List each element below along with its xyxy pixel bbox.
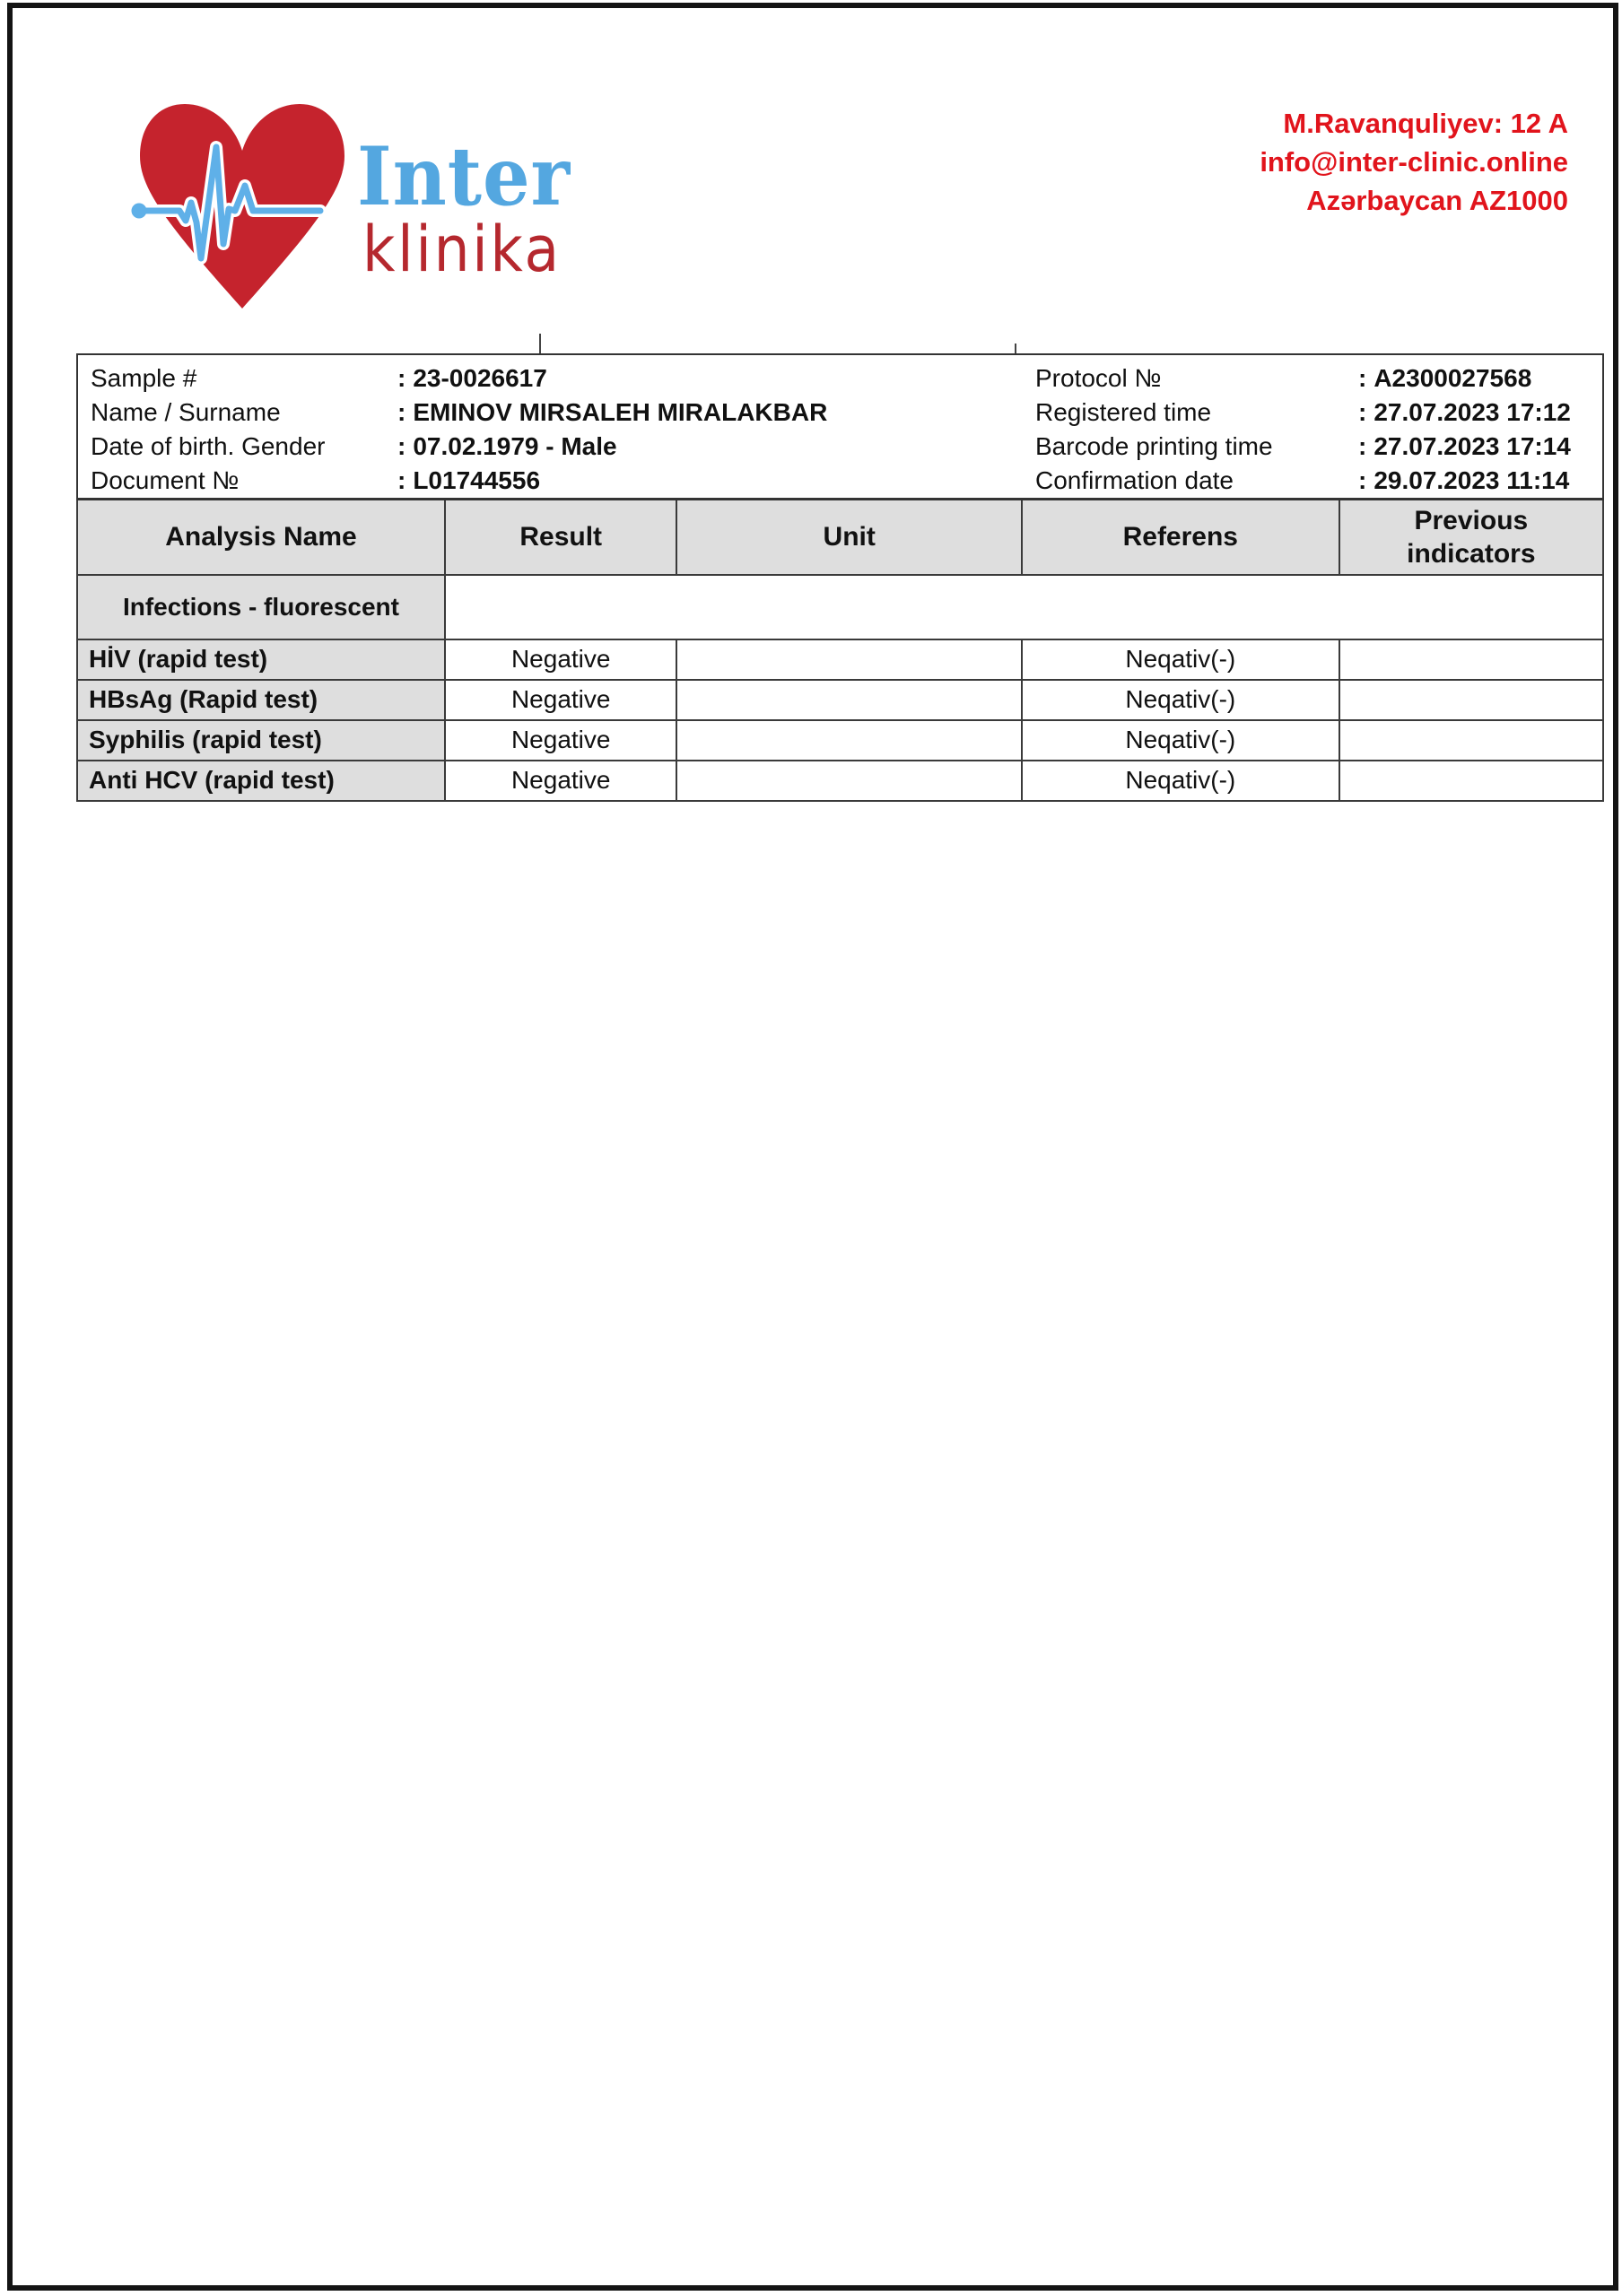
analysis-name-cell: HBsAg (Rapid test): [77, 680, 445, 720]
info-separator: :: [1358, 398, 1367, 426]
info-row-sample: [91, 361, 827, 396]
info-separator: :: [397, 466, 406, 494]
clinic-name-primary: Inter: [357, 129, 571, 224]
info-row-barcode: [1035, 430, 1571, 464]
info-value: A2300027568: [1373, 364, 1532, 392]
info-label: Sample #: [91, 364, 197, 392]
info-label: Document №: [91, 466, 240, 494]
info-value: EMINOV MIRSALEH MIRALAKBAR: [413, 398, 828, 426]
info-row-confirmation: [1035, 464, 1571, 498]
clinic-contact-block: [1260, 104, 1568, 220]
patient-info-box: [76, 353, 1604, 498]
group-row: [77, 575, 1603, 639]
result-cell: Negative: [445, 639, 677, 680]
info-value: 29.07.2023 11:14: [1373, 466, 1570, 494]
info-label: Barcode printing time: [1035, 432, 1273, 460]
header-previous-indicators: Previous indicators: [1339, 500, 1603, 575]
unit-cell: [676, 761, 1021, 801]
info-row-document: [91, 464, 827, 498]
page-border-frame: [7, 3, 1618, 2291]
info-value: 23-0026617: [413, 364, 547, 392]
patient-info-left: [91, 361, 827, 498]
clinic-address-line: M.Ravanquliyev: 12 A: [1283, 108, 1568, 139]
info-label: Name / Surname: [91, 398, 281, 426]
result-cell: Negative: [445, 720, 677, 761]
info-row-name: [91, 396, 827, 430]
clinic-email: info@inter-clinic.online: [1260, 146, 1568, 178]
info-value: 27.07.2023 17:12: [1373, 398, 1571, 426]
table-row: [77, 680, 1603, 720]
clinic-postal: Azərbaycan AZ1000: [1306, 185, 1568, 216]
info-label: Date of birth. Gender: [91, 432, 326, 460]
header-unit: Unit: [676, 500, 1021, 575]
previous-cell: [1339, 720, 1603, 761]
referens-cell: Neqativ(-): [1022, 720, 1339, 761]
info-separator: :: [1358, 364, 1367, 392]
info-value: 27.07.2023 17:14: [1373, 432, 1571, 460]
previous-cell: [1339, 680, 1603, 720]
clinic-logo: [135, 90, 350, 323]
analysis-name-cell: HİV (rapid test): [77, 639, 445, 680]
unit-cell: [676, 639, 1021, 680]
table-header-row: [77, 500, 1603, 575]
info-row-registered: [1035, 396, 1571, 430]
table-row: [77, 761, 1603, 801]
info-separator: :: [1358, 466, 1367, 494]
info-label: Confirmation date: [1035, 466, 1234, 494]
info-value: 07.02.1979 - Male: [413, 432, 617, 460]
referens-cell: Neqativ(-): [1022, 680, 1339, 720]
info-value: L01744556: [413, 466, 541, 494]
group-empty-cell: [445, 575, 1603, 639]
info-separator: :: [397, 432, 406, 460]
clinic-name-secondary: klinika: [362, 213, 562, 286]
info-row-birth-gender: [91, 430, 827, 464]
header-referens: Referens: [1022, 500, 1339, 575]
result-cell: Negative: [445, 680, 677, 720]
patient-info-right: [1035, 361, 1571, 498]
table-row: [77, 720, 1603, 761]
results-table: [76, 498, 1604, 802]
result-cell: Negative: [445, 761, 677, 801]
analysis-name-cell: Anti HCV (rapid test): [77, 761, 445, 801]
info-separator: :: [1358, 432, 1367, 460]
previous-cell: [1339, 639, 1603, 680]
referens-cell: Neqativ(-): [1022, 639, 1339, 680]
analysis-name-cell: Syphilis (rapid test): [77, 720, 445, 761]
info-row-protocol: [1035, 361, 1571, 396]
scan-artifact-tick: [539, 334, 541, 353]
table-row: [77, 639, 1603, 680]
info-label: Protocol №: [1035, 364, 1162, 392]
header-analysis-name: Analysis Name: [77, 500, 445, 575]
unit-cell: [676, 680, 1021, 720]
referens-cell: Neqativ(-): [1022, 761, 1339, 801]
unit-cell: [676, 720, 1021, 761]
info-separator: :: [397, 398, 406, 426]
previous-cell: [1339, 761, 1603, 801]
info-separator: :: [397, 364, 406, 392]
header-result: Result: [445, 500, 677, 575]
info-label: Registered time: [1035, 398, 1212, 426]
group-label: Infections - fluorescent: [77, 575, 445, 639]
